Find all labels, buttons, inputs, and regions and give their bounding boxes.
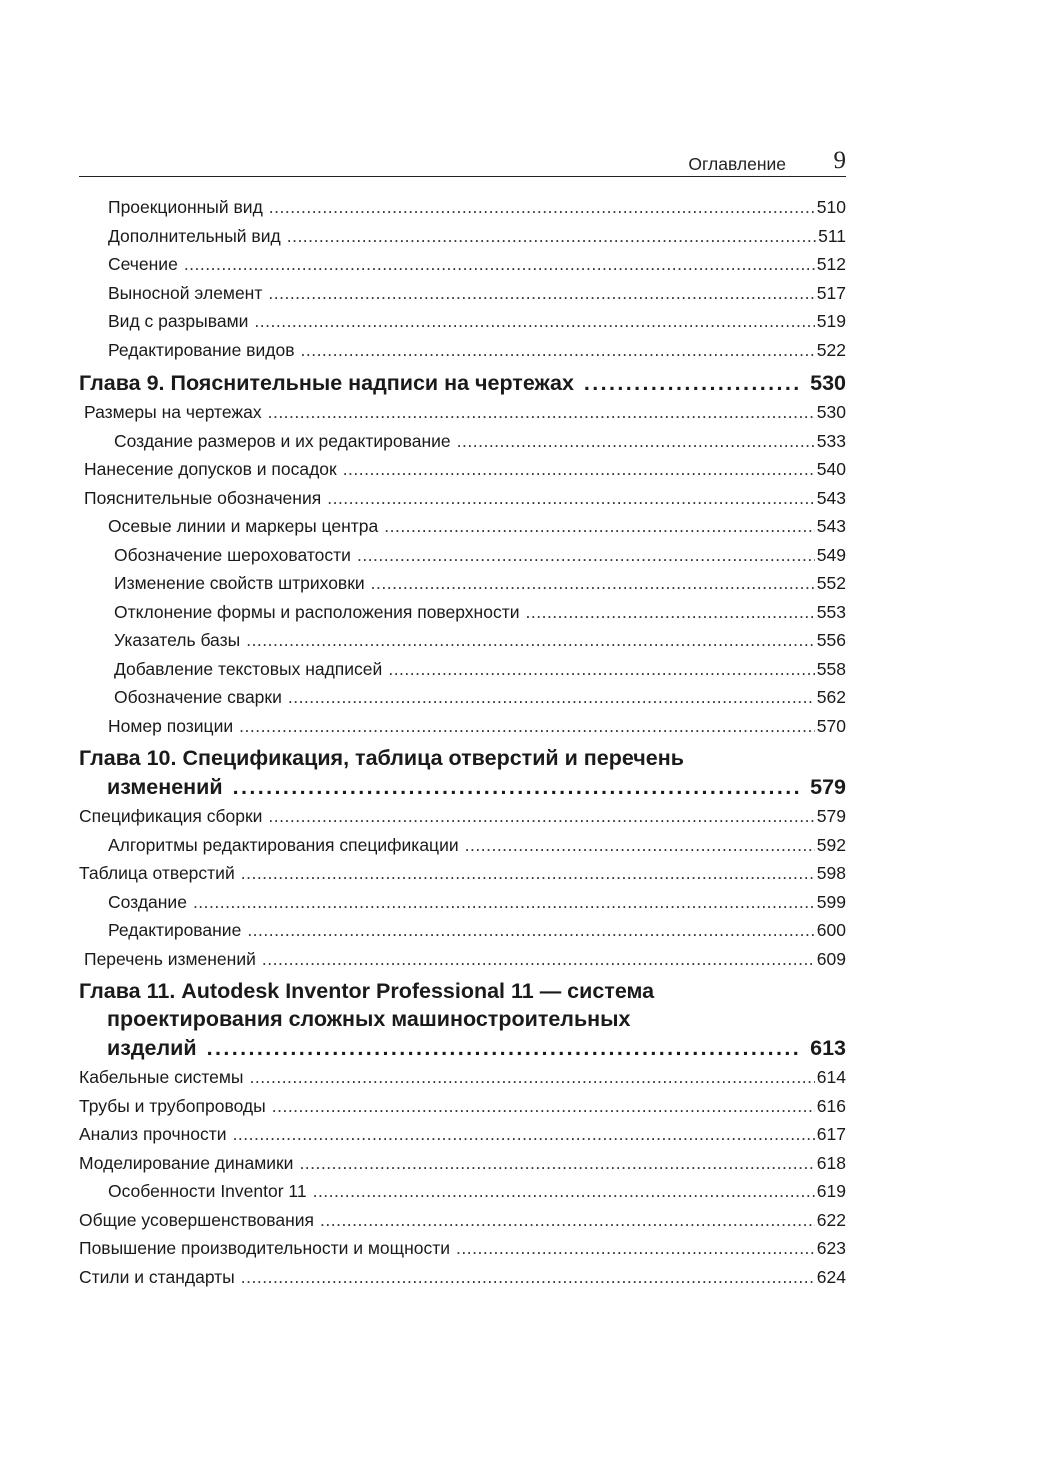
dot-leader bbox=[246, 626, 815, 655]
toc-entry-page: 552 bbox=[816, 573, 846, 593]
toc-entry bbox=[79, 802, 846, 831]
toc-entry-page: 617 bbox=[816, 1124, 846, 1144]
dot-leader bbox=[193, 888, 815, 917]
dot-leader bbox=[268, 802, 814, 831]
dot-leader bbox=[371, 569, 815, 598]
toc-entry-page: 599 bbox=[816, 891, 846, 912]
toc-entry bbox=[79, 307, 846, 336]
table-of-contents bbox=[79, 193, 846, 1291]
dot-leader bbox=[343, 455, 815, 484]
toc-entry-page: 562 bbox=[816, 687, 846, 707]
chapter-page: 530 bbox=[810, 371, 846, 395]
dot-leader bbox=[272, 1092, 815, 1121]
dot-leader bbox=[239, 712, 815, 741]
toc-entry-label: Стили и стандарты bbox=[79, 1266, 235, 1287]
toc-entry-page: 616 bbox=[816, 1095, 846, 1116]
toc-entry bbox=[79, 1234, 846, 1263]
toc-entry-page: 553 bbox=[816, 601, 846, 622]
dot-leader bbox=[300, 336, 814, 365]
chapter-page: 613 bbox=[810, 1036, 846, 1060]
toc-entry bbox=[79, 250, 846, 279]
toc-entry-page: 543 bbox=[816, 487, 846, 508]
chapter-page: 579 bbox=[810, 775, 846, 799]
toc-entry-label: Номер позиции bbox=[108, 715, 234, 736]
toc-entry-label: Вид с разрывами bbox=[108, 311, 249, 331]
toc-entry-label: Спецификация сборки bbox=[79, 806, 263, 826]
dot-leader bbox=[268, 398, 815, 427]
toc-entry-page: 519 bbox=[816, 311, 846, 331]
chapter-title-line: изменений bbox=[107, 775, 223, 799]
toc-entry-page: 512 bbox=[816, 254, 846, 274]
toc-entry-label: Пояснительные обозначения bbox=[84, 487, 322, 508]
toc-entry bbox=[79, 831, 846, 860]
chapter-heading-9 bbox=[79, 368, 846, 398]
toc-entry-page: 600 bbox=[816, 920, 846, 940]
dot-leader bbox=[357, 541, 815, 570]
toc-entry bbox=[79, 1149, 846, 1178]
toc-entry-page: 622 bbox=[816, 1209, 846, 1230]
toc-entry-label: Выносной элемент bbox=[108, 282, 263, 303]
toc-entry-label: Алгоритмы редактирования спецификации bbox=[108, 834, 459, 855]
dot-leader bbox=[457, 427, 815, 456]
toc-entry bbox=[79, 859, 846, 888]
toc-entry-page: 517 bbox=[816, 282, 846, 303]
toc-entry bbox=[79, 193, 846, 222]
toc-entry-label: Добавление текстовых надписей bbox=[114, 658, 383, 679]
toc-entry-page: 522 bbox=[816, 339, 846, 360]
toc-entry-label: Сечение bbox=[108, 254, 178, 274]
toc-entry bbox=[79, 484, 846, 513]
dot-leader bbox=[526, 598, 815, 627]
dot-leader bbox=[254, 307, 814, 336]
toc-entry bbox=[79, 1177, 846, 1206]
toc-entry-page: 579 bbox=[816, 806, 846, 826]
chapter-entry bbox=[79, 368, 846, 398]
dot-leader bbox=[465, 831, 815, 860]
toc-entry-label: Повышение производительности и мощности bbox=[79, 1238, 451, 1258]
running-header-title: Оглавление bbox=[688, 154, 786, 174]
toc-entry-label: Изменение свойств штриховки bbox=[114, 573, 365, 593]
toc-entry-label: Создание bbox=[108, 891, 187, 912]
toc-entry-page: 533 bbox=[816, 430, 846, 451]
dot-leader bbox=[313, 1177, 815, 1206]
dot-leader bbox=[241, 859, 815, 888]
chapter-title: Глава 9. Пояснительные надписи на чертежах bbox=[79, 371, 574, 395]
toc-entry-page: 592 bbox=[816, 834, 846, 855]
dot-leader bbox=[241, 1263, 815, 1292]
toc-entry bbox=[79, 1120, 846, 1149]
dot-leader bbox=[269, 193, 815, 222]
toc-entry bbox=[79, 655, 846, 684]
book-page bbox=[79, 0, 846, 1478]
toc-entry bbox=[79, 888, 846, 917]
toc-entry-label: Моделирование динамики bbox=[79, 1152, 294, 1173]
toc-entry-label: Осевые линии и маркеры центра bbox=[108, 516, 379, 536]
toc-entry-label: Редактирование видов bbox=[108, 339, 295, 360]
dot-leader bbox=[384, 512, 815, 541]
toc-entry-label: Таблица отверстий bbox=[79, 863, 235, 883]
toc-entry-label: Особенности Inventor 11 bbox=[108, 1181, 307, 1201]
toc-entry-page: 558 bbox=[816, 658, 846, 679]
toc-entry-page: 624 bbox=[816, 1266, 846, 1287]
toc-entry bbox=[79, 1206, 846, 1235]
chapter-title-line: Глава 10. Спецификация, таблица отверстий и перечень bbox=[79, 746, 684, 770]
toc-entry bbox=[79, 1263, 846, 1292]
toc-entry bbox=[79, 398, 846, 427]
toc-entry-label: Анализ прочности bbox=[79, 1124, 227, 1144]
page-number: 9 bbox=[833, 147, 846, 174]
dot-leader bbox=[299, 1149, 814, 1178]
dot-leader bbox=[262, 945, 815, 974]
toc-entry-label: Размеры на чертежах bbox=[84, 402, 262, 422]
toc-entry bbox=[79, 222, 846, 251]
toc-entry bbox=[79, 626, 846, 655]
toc-entry bbox=[79, 427, 846, 456]
toc-entry-page: 623 bbox=[816, 1238, 846, 1258]
toc-entry-page: 609 bbox=[816, 948, 846, 969]
toc-entry-page: 530 bbox=[816, 402, 846, 422]
toc-entry-label: Редактирование bbox=[108, 920, 242, 940]
toc-entry-label: Трубы и трубопроводы bbox=[79, 1095, 266, 1116]
dot-leader bbox=[456, 1234, 815, 1263]
toc-entry bbox=[79, 945, 846, 974]
dot-leader bbox=[288, 683, 815, 712]
dot-leader bbox=[233, 1120, 815, 1149]
toc-entry-label: Нанесение допусков и посадок bbox=[84, 459, 337, 479]
dot-leader bbox=[287, 222, 816, 251]
toc-entry bbox=[79, 512, 846, 541]
toc-entry-label: Общие усовершенствования bbox=[79, 1209, 314, 1230]
running-header bbox=[79, 146, 846, 177]
dot-leader bbox=[233, 772, 803, 802]
toc-entry-page: 549 bbox=[816, 544, 846, 565]
toc-entry-label: Обозначение шероховатости bbox=[114, 544, 351, 565]
chapter-entry bbox=[79, 772, 846, 802]
toc-entry bbox=[79, 1063, 846, 1092]
toc-entry-label: Обозначение сварки bbox=[114, 687, 282, 707]
toc-entry bbox=[79, 541, 846, 570]
toc-entry bbox=[79, 455, 846, 484]
toc-entry-page: 570 bbox=[816, 715, 846, 736]
toc-entry-page: 598 bbox=[816, 863, 846, 883]
dot-leader bbox=[388, 655, 814, 684]
toc-entry-label: Отклонение формы и расположения поверхности bbox=[114, 601, 520, 622]
toc-entry-page: 511 bbox=[818, 225, 846, 246]
toc-entry bbox=[79, 336, 846, 365]
toc-entry-page: 619 bbox=[816, 1181, 846, 1201]
toc-entry bbox=[79, 569, 846, 598]
toc-entry-label: Создание размеров и их редактирование bbox=[114, 430, 451, 451]
dot-leader bbox=[250, 1063, 815, 1092]
dot-leader bbox=[184, 250, 815, 279]
toc-entry bbox=[79, 1092, 846, 1121]
dot-leader bbox=[207, 1033, 803, 1063]
dot-leader bbox=[327, 484, 815, 513]
chapter-title-line: изделий bbox=[107, 1036, 197, 1060]
toc-entry-page: 614 bbox=[816, 1067, 846, 1087]
toc-entry-page: 540 bbox=[816, 459, 846, 479]
chapter-heading-10 bbox=[79, 744, 846, 802]
toc-entry bbox=[79, 712, 846, 741]
toc-entry bbox=[79, 279, 846, 308]
toc-entry-page: 510 bbox=[816, 197, 846, 217]
dot-leader bbox=[320, 1206, 815, 1235]
toc-entry bbox=[79, 916, 846, 945]
dot-leader bbox=[268, 279, 814, 308]
dot-leader bbox=[584, 368, 802, 398]
toc-entry-label: Перечень изменений bbox=[84, 948, 256, 969]
toc-entry-page: 556 bbox=[816, 630, 846, 650]
toc-entry-label: Кабельные системы bbox=[79, 1067, 244, 1087]
chapter-title-line: проектирования сложных машиностроительных bbox=[107, 1007, 631, 1031]
chapter-title-line: Глава 11. Autodesk Inventor Professional 11 — система bbox=[79, 979, 655, 1003]
toc-entry bbox=[79, 598, 846, 627]
toc-entry-page: 618 bbox=[816, 1152, 846, 1173]
toc-entry-label: Указатель базы bbox=[114, 630, 241, 650]
toc-entry-label: Проекционный вид bbox=[108, 197, 263, 217]
toc-entry-page: 543 bbox=[816, 516, 846, 536]
chapter-heading-11 bbox=[79, 977, 846, 1063]
toc-entry bbox=[79, 683, 846, 712]
dot-leader bbox=[247, 916, 814, 945]
chapter-entry bbox=[79, 1033, 846, 1063]
toc-entry-label: Дополнительный вид bbox=[108, 225, 281, 246]
